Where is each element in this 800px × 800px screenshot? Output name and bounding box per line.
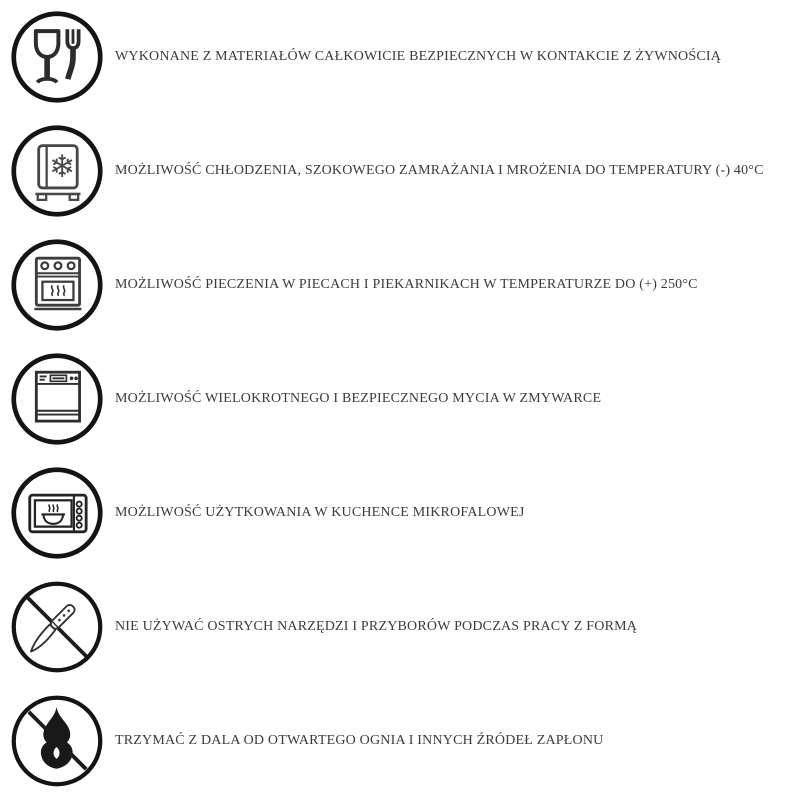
row-oven (0, 228, 800, 342)
row-microwave (0, 456, 800, 570)
food-safe-glass-fork-icon (10, 10, 104, 104)
row-freezer (0, 114, 800, 228)
freezer-label: MOŻLIWOŚĆ CHŁODZENIA, SZOKOWEGO ZAMRAŻANIA I MROŻENIA DO TEMPERATURY (-) 40°C (115, 163, 764, 178)
oven-icon (10, 238, 104, 332)
microwave-icon (10, 466, 104, 560)
no-open-fire-label: TRZYMAĆ Z DALA OD OTWARTEGO OGNIA I INNYCH ŹRÓDEŁ ZAPŁONU (115, 733, 604, 748)
microwave-label: MOŻLIWOŚĆ UŻYTKOWANIA W KUCHENCE MIKROFALOWEJ (115, 505, 525, 520)
row-no-open-fire (0, 684, 800, 798)
dishwasher-label: MOŻLIWOŚĆ WIELOKROTNEGO I BEZPIECZNEGO MYCIA W ZMYWARCE (115, 391, 602, 406)
food-safe-label: WYKONANE Z MATERIAŁÓW CAŁKOWICIE BEZPIECZNYCH W KONTAKCIE Z ŻYWNOŚCIĄ (115, 49, 722, 64)
row-no-sharp-tools (0, 570, 800, 684)
no-sharp-tools-label: NIE UŻYWAĆ OSTRYCH NARZĘDZI I PRZYBORÓW PODCZAS PRACY Z FORMĄ (115, 619, 638, 634)
row-food-safe (0, 0, 800, 114)
freezer-icon (10, 124, 104, 218)
no-open-fire-icon (10, 694, 104, 788)
svg-text:❄: ❄ (49, 149, 76, 186)
row-dishwasher (0, 342, 800, 456)
oven-label: MOŻLIWOŚĆ PIECZENIA W PIECACH I PIEKARNIKACH W TEMPERATURZE DO (+) 250°C (115, 277, 698, 292)
dishwasher-icon (10, 352, 104, 446)
no-sharp-tools-icon (10, 580, 104, 674)
